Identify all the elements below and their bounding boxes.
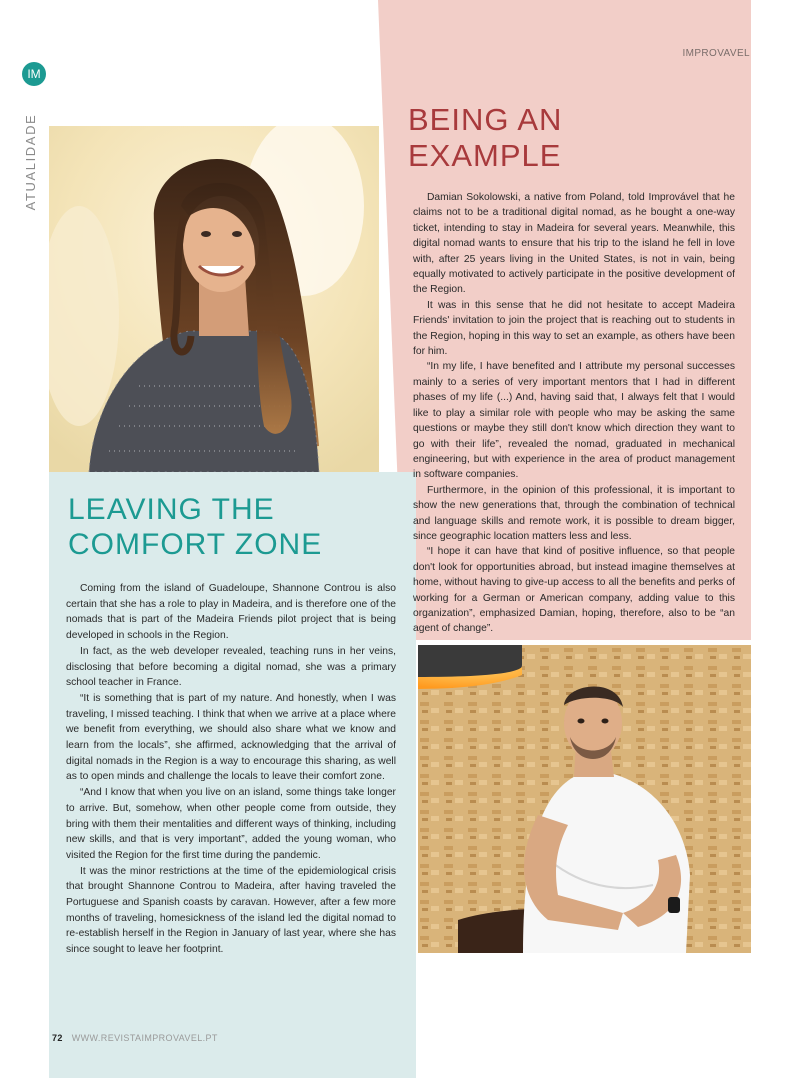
paragraph: “In my life, I have benefited and I attribute my personal successes mainly to a series of very important mentors that I had in different phases of my life (...) And, having said that, I always felt that I would like to play a similar role with people who may be asking the same questions or maybe they still don't know which direction they want to go with their life”, revealed the nomad, graduated in mechanical engineering, but with experience in the area of product management in software companies. [413,361,735,481]
paragraph: Furthermore, in the opinion of this professional, it is important to show the new generations that, through the combination of technical and language skills and remote work, it is possible to dream bigger, since geographic location matters less and less. [413,484,735,542]
paragraph: “I hope it can have that kind of positive influence, so that people don't look for opportunities abroad, but instead imagine themselves at home, without having to give-up access to all the benefits and perks of working for a German or American company, adding value to this organization”, emphasized Damian, hoping, therefore, also to be “an agent of change”. [413,546,735,635]
right-heading-line1: BEING AN [408,102,563,137]
left-article-heading [68,495,398,565]
paragraph: In fact, as the web developer revealed, teaching runs in her veins, disclosing that before becoming a digital nomad, she was a primary school teacher in France. [66,645,396,689]
right-article-heading [408,104,738,176]
photo-shannone-controu [49,126,379,472]
left-heading-line1: LEAVING THE [68,493,275,526]
website-link[interactable]: WWW.REVISTAIMPROVAVEL.PT [71,1033,218,1043]
photo-damian-sokolowski [418,645,751,953]
section-tag [20,62,50,211]
paragraph: It was in this sense that he did not hesitate to accept Madeira Friends' invitation to join the project that is reaching out to students in the Region, hoping in this way to set an example, as others have been for him. [413,299,735,358]
paragraph: “And I know that when you live on an island, some things take longer to arrive. But, somehow, when other people come from outside, they bring with them their mentalities and different ways of thinking, including new skills, and that is very important”, added the young woman, who visited the Region for the first time during the pandemic. [66,787,396,861]
right-article-body [413,190,735,637]
section-label: ATUALIDADE [23,113,38,211]
left-heading-line2: COMFORT ZONE [68,528,323,561]
paragraph: Coming from the island of Guadeloupe, Shannone Controu is also certain that she has a role to play in Madeira, and is therefore one of the nomads that is part of the Madeira Friends pilot project that is being developed in schools in the Region. [66,583,396,642]
right-heading-line2: EXAMPLE [408,138,562,173]
page-number: 72 [52,1033,63,1043]
im-logo-badge: IM [22,62,46,86]
left-article-body [66,581,396,958]
paragraph: “It is something that is part of my nature. And honestly, when I was traveling, I missed teaching. I think that when we arrive at a place where we benefit from everything, we should also share what we know and learn from the locals”, she affirmed, acknowledging that the arrival of digital nomads in the Region is a way to encourage this sharing, as well as to open minds and challenge the locals to leave their comfort zone. [66,692,396,783]
running-header: IMPROVAVEL [682,48,750,59]
page-footer [52,1033,352,1043]
paragraph: Damian Sokolowski, a native from Poland, told Improvável that he claims not to be a traditional digital nomad, as he bought a one-way ticket, intending to stay in Madeira for several years. Meanwhile, this digital nomad wants to ensure that his trip to the island he fell in love with, after 25 years living in the United States, is not in vain, being equally motivated to actively participate in the positive development of the Region. [413,192,735,296]
paragraph: It was the minor restrictions at the time of the epidemiological crisis that brought Shannone Controu to Madeira, after having traveled the Portuguese and Spanish coasts by caravan. However, after a few more months of traveling, homesickness of the island led the digital nomad to re-establish herself in the Region in January of last year, where she has since sought to leave her footprint. [66,865,396,956]
